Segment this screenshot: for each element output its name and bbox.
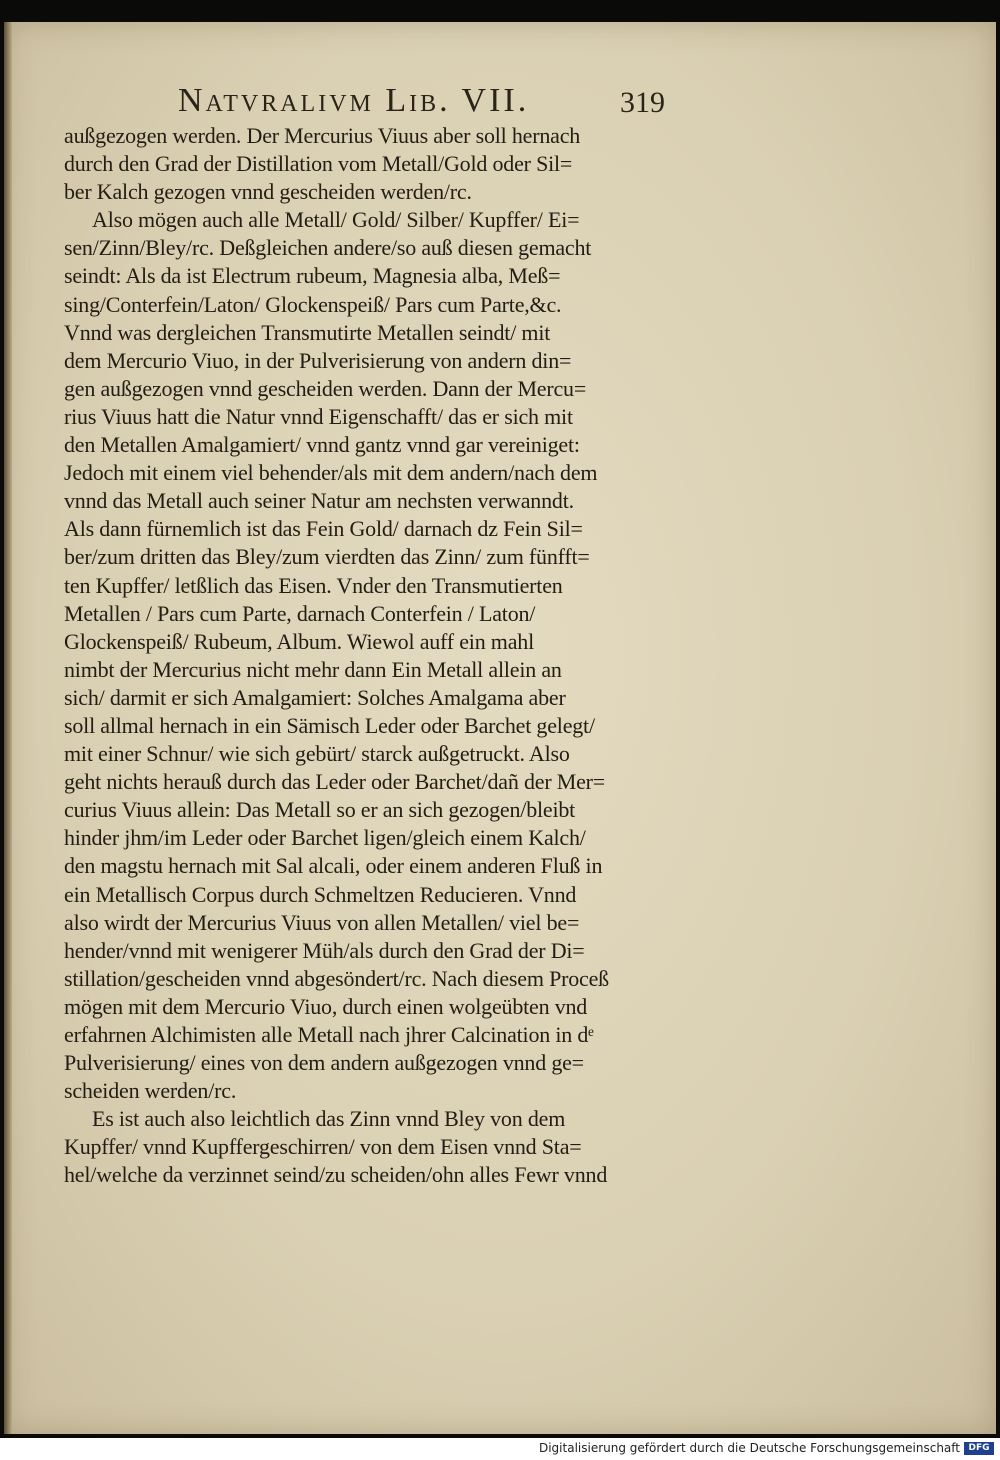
running-head-title: Natvralivm Lib. VII. — [178, 82, 530, 119]
text-line: ten Kupffer/ letßlich das Eisen. Vnder den Transmutierten — [64, 572, 563, 598]
text-line: vnnd das Metall auch seiner Natur am nechsten verwanndt. — [64, 488, 574, 514]
text-line: seindt: Als da ist Electrum rubeum, Magnesia alba, Meß= — [64, 263, 561, 289]
text-line: durch den Grad der Distillation vom Metall/Gold oder Sil= — [64, 151, 573, 177]
text-line: stillation/gescheiden vnnd abgesöndert/rc. Nach diesem Proceß — [64, 965, 609, 991]
text-line: Also mögen auch alle Metall/ Gold/ Silber/ Kupffer/ Ei= — [92, 207, 580, 233]
text-line: Pulverisierung/ eines von dem andern außgezogen vnnd ge= — [64, 1050, 584, 1076]
footer-credit: Digitalisierung gefördert durch die Deutsche Forschungsgemeinschaft — [538, 1441, 960, 1455]
text-line: mit einer Schnur/ wie sich gebürt/ starck außgetruckt. Also — [64, 741, 570, 767]
text-line: ber/zum dritten das Bley/zum vierdten das Zinn/ zum fünfft= — [64, 544, 590, 570]
text-line: sen/Zinn/Bley/rc. Deßgleichen andere/so auß diesen gemacht — [64, 235, 592, 261]
body-text — [64, 122, 682, 1190]
page-binding-edge — [4, 22, 12, 1434]
text-line: Metallen / Pars cum Parte, darnach Conterfein / Laton/ — [64, 600, 536, 626]
text-line: hender/vnnd mit wenigerer Müh/als durch den Grad der Di= — [64, 937, 585, 963]
text-line: Vnnd was dergleichen Transmutirte Metallen seindt/ mit — [64, 319, 551, 345]
text-line: den magstu hernach mit Sal alcali, oder einem anderen Fluß in — [64, 853, 603, 879]
text-line: sich/ darmit er sich Amalgamiert: Solches Amalgama aber — [64, 684, 566, 710]
text-line: Als dann fürnemlich ist das Fein Gold/ darnach dz Fein Sil= — [64, 516, 583, 542]
text-line: ber Kalch gezogen vnnd gescheiden werden/rc. — [64, 179, 472, 205]
footer-bar — [0, 1438, 1000, 1460]
running-head — [0, 82, 1000, 122]
text-line: gen außgezogen vnnd gescheiden werden. Dann der Mercu= — [64, 375, 587, 401]
text-line: rius Viuus hatt die Natur vnnd Eigenschafft/ das er sich mit — [64, 403, 573, 429]
text-line: curius Viuus allein: Das Metall so er an sich gezogen/bleibt — [64, 797, 576, 823]
text-line: mögen mit dem Mercurio Viuo, durch einen wolgeübten vnd — [64, 993, 588, 1019]
dfg-logo: DFG — [964, 1442, 994, 1455]
text-line: hinder jhm/im Leder oder Barchet ligen/gleich einem Kalch/ — [64, 825, 586, 851]
text-line: soll allmal hernach in ein Sämisch Leder oder Barchet gelegt/ — [64, 712, 595, 738]
text-line: erfahrnen Alchimisten alle Metall nach jhrer Calcination in dᵉ — [64, 1022, 594, 1047]
text-line: Glockenspeiß/ Rubeum, Album. Wiewol auff ein mahl — [64, 628, 534, 654]
page-number: 319 — [620, 86, 665, 119]
text-line: scheiden werden/rc. — [64, 1078, 237, 1104]
text-line: Jedoch mit einem viel behender/als mit dem andern/nach dem — [64, 460, 598, 486]
text-line: ein Metallisch Corpus durch Schmeltzen Reducieren. Vnnd — [64, 881, 577, 907]
text-line: den Metallen Amalgamiert/ vnnd gantz vnnd gar vereiniget: — [64, 432, 580, 458]
text-line: Es ist auch also leichtlich das Zinn vnnd Bley von dem — [92, 1106, 566, 1132]
text-line: sing/Conterfein/Laton/ Glockenspeiß/ Pars cum Parte,&c. — [64, 291, 562, 317]
text-line: geht nichts herauß durch das Leder oder Barchet/dañ der Mer= — [64, 769, 606, 795]
text-line: hel/welche da verzinnet seind/zu scheiden/ohn alles Fewr vnnd — [64, 1162, 608, 1188]
text-line: außgezogen werden. Der Mercurius Viuus aber soll hernach — [64, 123, 581, 148]
text-line: nimbt der Mercurius nicht mehr dann Ein Metall allein an — [64, 656, 562, 682]
text-line: Kupffer/ vnnd Kupffergeschirren/ von dem Eisen vnnd Sta= — [64, 1134, 582, 1160]
text-line: dem Mercurio Viuo, in der Pulverisierung von andern din= — [64, 347, 572, 373]
text-line: also wirdt der Mercurius Viuus von allen Metallen/ viel be= — [64, 909, 580, 935]
